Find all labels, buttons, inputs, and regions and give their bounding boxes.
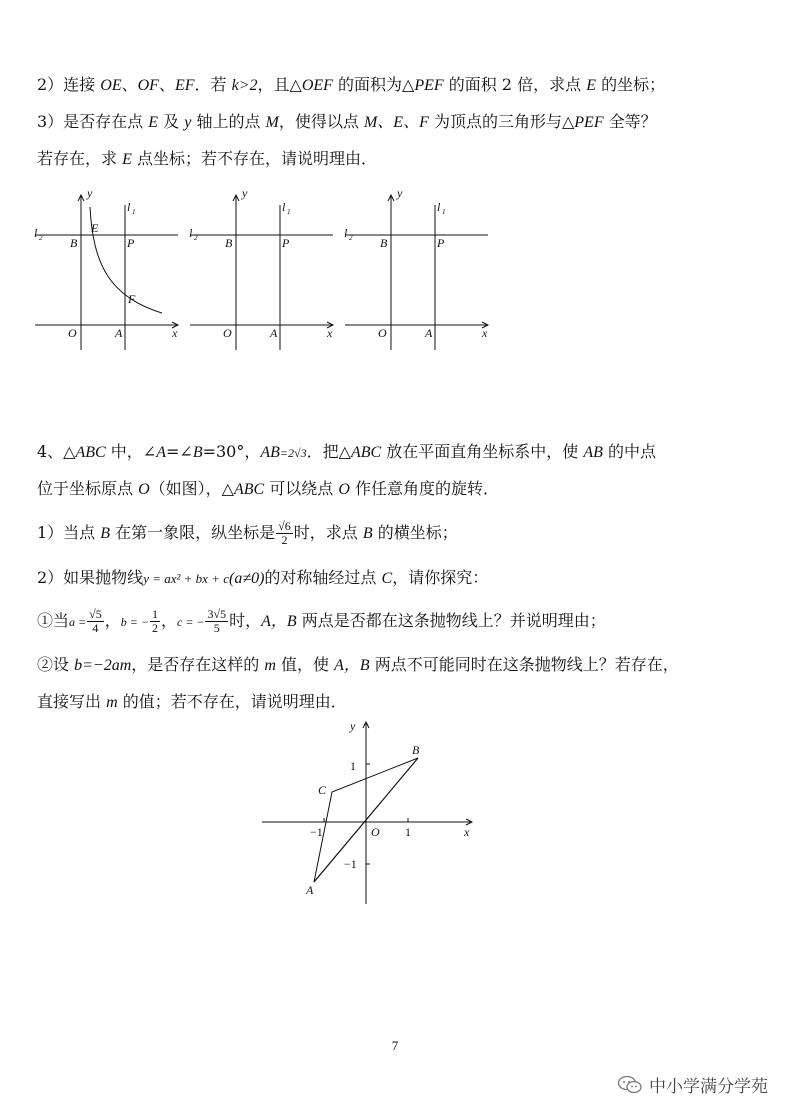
svg-text:B: B — [70, 236, 78, 250]
svg-text:B: B — [412, 743, 420, 757]
svg-text:x: x — [172, 326, 178, 340]
svg-text:x: x — [482, 326, 488, 340]
q3-graphs — [30, 185, 500, 350]
q4-part2: 2）如果抛物线y = ax² + bx + c(a≠0)的对称轴经过点 C，请你探究： — [37, 568, 489, 587]
svg-text:O: O — [68, 326, 77, 340]
svg-text:C: C — [318, 783, 327, 797]
svg-text:l: l — [127, 200, 131, 214]
wechat-icon — [617, 1075, 643, 1095]
svg-text:1: 1 — [350, 759, 356, 773]
svg-text:B: B — [225, 236, 233, 250]
svg-text:x: x — [327, 326, 333, 340]
graph-1 — [35, 195, 178, 350]
q4-intro-line1: 4、△ABC 中，∠A=∠B=30°，AB=2√3．把△ABC 放在平面直角坐标系中，使 AB 的中点 — [37, 442, 656, 461]
svg-text:E: E — [91, 221, 99, 235]
q4-figure — [260, 718, 480, 908]
svg-text:y: y — [242, 186, 248, 200]
svg-text:A: A — [115, 326, 123, 340]
q3-part3: 3）是否存在点 E 及 y 轴上的点 M，使得以点 M、E、F 为顶点的三角形与△PEF 全等？ — [37, 112, 657, 131]
svg-text:x: x — [464, 825, 470, 839]
svg-text:B: B — [380, 236, 388, 250]
svg-text:1: 1 — [287, 208, 291, 216]
svg-text:l: l — [34, 226, 38, 240]
svg-text:P: P — [282, 236, 290, 250]
graph-3 — [345, 195, 488, 350]
svg-text:A: A — [306, 883, 314, 897]
graph-2 — [190, 195, 333, 350]
svg-text:O: O — [371, 825, 380, 839]
svg-text:1: 1 — [132, 208, 136, 216]
fraction-sqrt6-over-2: $\frac{√6}{2}$ — [278, 519, 291, 547]
q3-part2: 2）连接 OE、OF、EF．若 k>2，且△OEF 的面积为△PEF 的面积 2 倍，求点 E 的坐标； — [37, 75, 666, 94]
svg-text:l: l — [282, 200, 286, 214]
svg-text:y: y — [350, 719, 356, 733]
fraction-b: $\frac{1}{2}$ — [151, 607, 158, 635]
svg-text:y: y — [87, 186, 93, 200]
svg-text:1: 1 — [405, 825, 411, 839]
svg-text:2: 2 — [349, 234, 353, 242]
svg-text:P: P — [127, 236, 135, 250]
svg-text:l: l — [189, 226, 193, 240]
svg-text:2: 2 — [194, 234, 198, 242]
watermark-text: 中小学满分学苑 — [649, 1077, 768, 1097]
svg-text:O: O — [378, 326, 387, 340]
fraction-c: $\frac{3√5}{5}$ — [207, 607, 227, 635]
svg-text:y: y — [397, 186, 403, 200]
q4-part2b: ②设 b=−2am，是否存在这样的 m 值，使 A，B 两点不可能同时在这条抛物线上？若存在， — [37, 655, 679, 674]
q4-part1: 1）当点 B 在第一象限，纵坐标是 $\frac{√6}{2}$ 时，求点 B 的横坐标； — [37, 519, 458, 547]
svg-text:A: A — [270, 326, 278, 340]
svg-text:−1: −1 — [310, 825, 323, 839]
q3-part3-cont: 若存在，求 E 点坐标；若不存在，请说明理由． — [37, 149, 377, 168]
q4-part2c: 直接写出 m 的值；若不存在，请说明理由． — [37, 692, 347, 711]
q4-intro-line2: 位于坐标原点 O（如图），△ABC 可以绕点 O 作任意角度的旋转． — [37, 479, 500, 498]
hyperbola-curve — [90, 207, 162, 313]
svg-text:A: A — [425, 326, 433, 340]
fraction-a: $\frac{√5}{4}$ — [89, 607, 102, 635]
svg-text:l: l — [437, 200, 441, 214]
page-number: 7 — [391, 1038, 399, 1053]
svg-text:F: F — [128, 292, 136, 306]
watermark — [617, 1072, 768, 1097]
svg-text:P: P — [437, 236, 445, 250]
svg-text:O: O — [223, 326, 232, 340]
q4-part2a: ①当a = $\frac{√5}{4}$ ，b = − $\frac{1}{2}$ ，c = − $\frac{3√5}{5}$ 时，A，B 两点是否都在这条抛物线上？并说明理由； — [37, 607, 606, 635]
svg-text:l: l — [344, 226, 348, 240]
svg-text:1: 1 — [442, 208, 446, 216]
svg-text:−1: −1 — [344, 857, 357, 871]
svg-text:2: 2 — [39, 234, 43, 242]
